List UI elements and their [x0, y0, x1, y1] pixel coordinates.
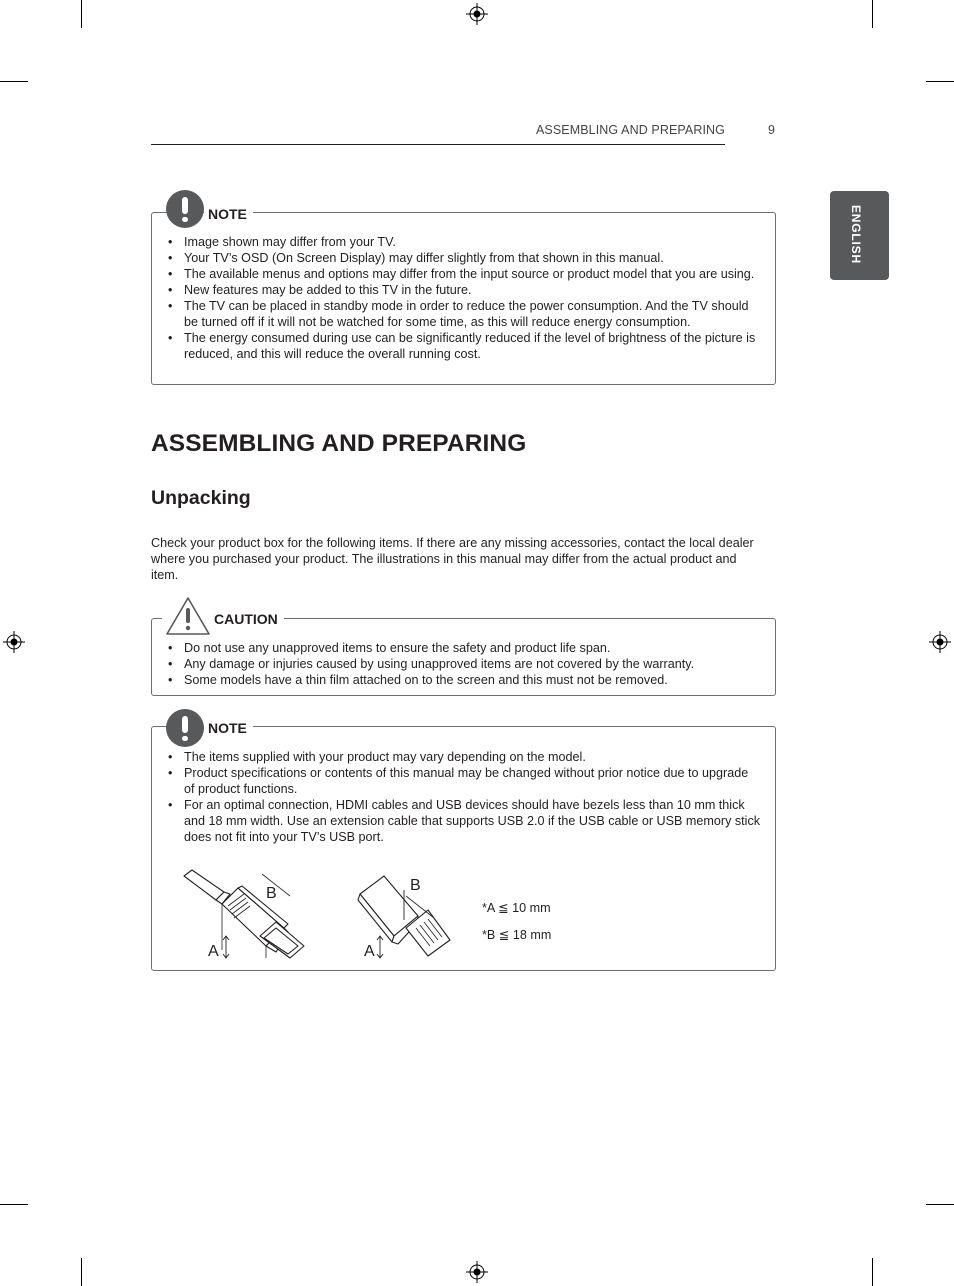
warning-triangle-icon	[165, 596, 211, 636]
list-item: • Product specifications or contents of this manual may be changed without prior notice due to upgrade of product functions.	[168, 765, 761, 797]
dimension-label-b: B	[410, 877, 421, 894]
crop-mark	[81, 1258, 82, 1286]
registration-mark-icon	[3, 631, 25, 653]
dimension-label-a: A	[208, 943, 219, 960]
note-list	[168, 749, 761, 845]
dimension-label-a: A	[364, 943, 375, 960]
crop-mark	[926, 81, 954, 82]
list-item: • Your TV’s OSD (On Screen Display) may differ slightly from that shown in this manual.	[168, 250, 761, 266]
note-box	[151, 212, 776, 385]
caution-box	[151, 618, 776, 696]
crop-mark	[81, 0, 82, 28]
measurement-b: *B ≦ 18 mm	[482, 928, 552, 942]
list-item: • New features may be added to this TV in the future.	[168, 282, 761, 298]
language-tab-label: ENGLISH	[849, 205, 863, 264]
registration-mark-icon	[466, 3, 488, 25]
exclamation-icon	[166, 190, 204, 228]
crop-mark	[0, 81, 28, 82]
crop-mark	[872, 0, 873, 28]
crop-mark	[872, 1258, 873, 1286]
running-header: ASSEMBLING AND PREPARING	[535, 123, 725, 137]
list-item: • The items supplied with your product may vary depending on the model.	[168, 749, 761, 765]
list-item: • For an optimal connection, HDMI cables and USB devices should have bezels less than 10 mm thick and 18 mm width. Use an extension cable that supports USB 2.0 if the USB cable or USB memory stick does not fit into your TV’s USB port.	[168, 797, 761, 845]
list-item: • Do not use any unapproved items to ensure the safety and product life span.	[168, 640, 761, 656]
list-item: • The available menus and options may differ from the input source or product model that you are using.	[168, 266, 761, 282]
registration-mark-icon	[929, 631, 951, 653]
measurement-a: *A ≦ 10 mm	[482, 901, 551, 915]
exclamation-icon	[166, 709, 204, 747]
list-item: • Any damage or injuries caused by using unapproved items are not covered by the warranty.	[168, 656, 761, 672]
header-divider	[151, 144, 725, 145]
list-item: • The TV can be placed in standby mode in order to reduce the power consumption. And the TV should be turned off if it will not be watched for some time, as this will reduce energy consumption.	[168, 298, 761, 330]
crop-mark	[0, 1204, 28, 1205]
dimension-label-b: B	[266, 885, 277, 902]
caution-title: CAUTION	[210, 611, 284, 627]
note-title: NOTE	[204, 720, 253, 736]
page-number: 9	[768, 123, 775, 137]
language-tab	[830, 191, 889, 280]
intro-paragraph: Check your product box for the following items. If there are any missing accessories, contact the local dealer where you purchased your product. The illustrations in this manual may differ from the actual product and item.	[151, 536, 754, 582]
note-title: NOTE	[204, 206, 253, 222]
list-item: • Image shown may differ from your TV.	[168, 234, 761, 250]
subsection-heading: Unpacking	[151, 487, 251, 509]
list-item: • Some models have a thin film attached on to the screen and this must not be removed.	[168, 672, 761, 688]
hdmi-cable-illustration	[180, 866, 310, 962]
note-list	[168, 234, 761, 362]
list-item: • The energy consumed during use can be significantly reduced if the level of brightness of the picture is reduced, and this will reduce the overall running cost.	[168, 330, 761, 362]
section-heading: ASSEMBLING AND PREPARING	[151, 430, 527, 457]
registration-mark-icon	[466, 1261, 488, 1283]
caution-list	[168, 640, 761, 688]
crop-mark	[926, 1204, 954, 1205]
